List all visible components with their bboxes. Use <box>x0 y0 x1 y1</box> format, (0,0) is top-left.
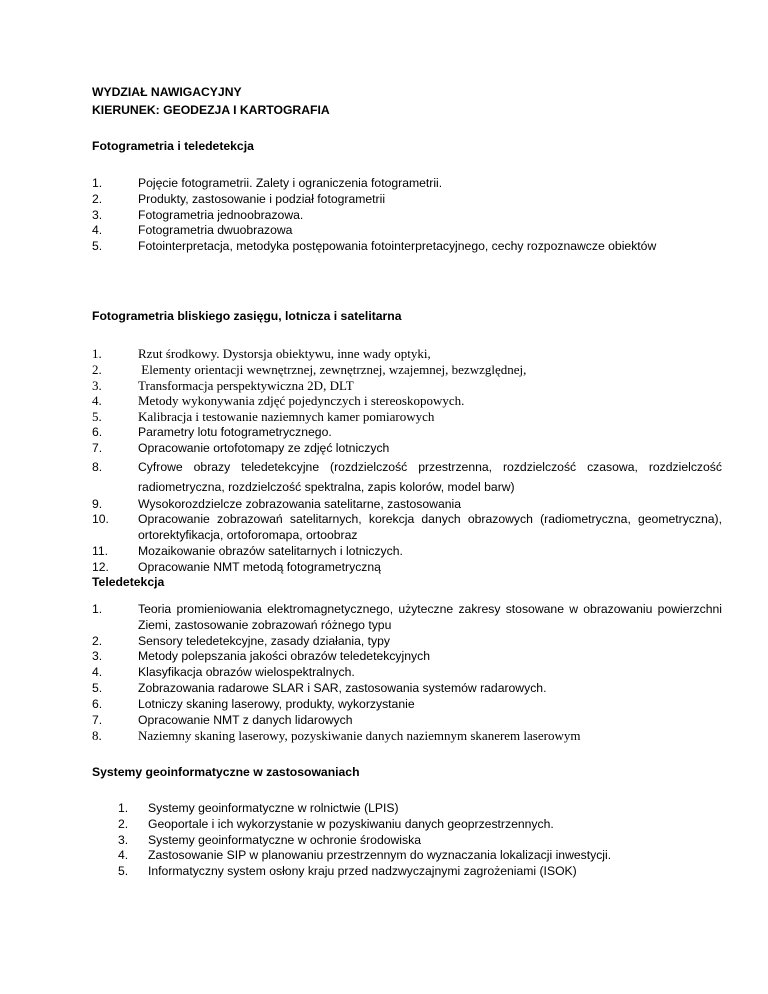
list-item <box>92 713 722 729</box>
section-title: Fotogrametria i teledetekcja <box>92 139 254 153</box>
section-list <box>92 346 722 576</box>
list-item <box>92 681 722 697</box>
item-text: Wysokorozdzielcze zobrazowania satelitarne, zastosowania <box>138 496 462 511</box>
section-title: Teledetekcja <box>92 575 165 589</box>
item-number: 2. <box>92 191 103 206</box>
list-item <box>92 512 722 544</box>
item-number: 6. <box>92 696 103 711</box>
list-item <box>92 425 722 441</box>
item-number: 4. <box>92 393 102 409</box>
item-number: 4. <box>92 665 103 680</box>
list-item <box>92 833 722 849</box>
item-number: 3. <box>92 649 103 664</box>
item-number: 11. <box>92 543 109 558</box>
item-text: Systemy geoinformatyczne w ochronie środowiska <box>148 832 421 847</box>
item-number: 2. <box>92 633 103 648</box>
item-text: Opracowanie ortofotomapy ze zdjęć lotniczych <box>138 440 390 455</box>
item-number: 5. <box>92 680 103 695</box>
item-number: 5. <box>92 239 103 254</box>
item-text: Sensory teledetekcyjne, zasady działania, typy <box>138 633 391 648</box>
item-number: 7. <box>92 712 103 727</box>
item-number: 8. <box>92 459 103 474</box>
item-number: 3. <box>92 377 102 393</box>
item-number: 7. <box>92 440 103 455</box>
item-text: Naziemny skaning laserowy, pozyskiwanie danych naziemnym skanerem laserowym <box>138 728 581 744</box>
item-text: Opracowanie NMT metodą fotogrametryczną <box>138 559 381 574</box>
item-text: Zastosowanie SIP w planowaniu przestrzennym do wyznaczania lokalizacji inwestycji. <box>148 848 612 863</box>
list-item <box>92 393 722 409</box>
list-item <box>92 602 722 634</box>
item-text: Mozaikowanie obrazów satelitarnych i lotniczych. <box>138 543 403 558</box>
list-item <box>92 848 722 864</box>
item-number: 5. <box>118 864 129 879</box>
item-number: 12. <box>92 559 109 574</box>
list-item <box>92 497 722 513</box>
item-number: 6. <box>92 424 103 439</box>
item-text: Metody wykonywania zdjęć pojedynczych i stereoskopowych. <box>138 393 465 409</box>
direction-heading: KIERUNEK: GEODEZJA I KARTOGRAFIA <box>92 103 330 117</box>
item-text: Fotogrametria dwuobrazowa <box>138 223 293 238</box>
list-item <box>92 457 722 497</box>
item-text: Lotniczy skaning laserowy, produkty, wykorzystanie <box>138 696 415 711</box>
list-item <box>92 801 722 817</box>
item-number: 4. <box>92 223 103 238</box>
item-number: 9. <box>92 496 103 511</box>
item-text: Informatyczny system osłony kraju przed nadzwyczajnymi zagrożeniami (ISOK) <box>148 864 577 879</box>
item-text: Transformacja perspektywiczna 2D, DLT <box>138 377 354 393</box>
item-text: Produkty, zastosowanie i podział fotogrametrii <box>138 191 386 206</box>
item-number: 1. <box>92 176 103 190</box>
list-item <box>92 239 722 255</box>
item-text: Systemy geoinformatyczne w rolnictwie (LPIS) <box>148 801 399 815</box>
list-item <box>92 208 722 224</box>
item-number: 3. <box>118 832 129 847</box>
item-number: 1. <box>118 801 129 815</box>
list-item <box>92 441 722 457</box>
item-text: Opracowanie NMT z danych lidarowych <box>138 712 353 727</box>
list-item <box>92 697 722 713</box>
item-text: Teoria promieniowania elektromagnetycznego, użyteczne zakresy stosowane w obrazowaniu powierzchni Ziemi, zastosowanie zobrazowań różnego typu <box>138 602 722 632</box>
section-list <box>92 801 722 880</box>
item-text: Fotogrametria jednoobrazowa. <box>138 207 304 222</box>
section-title: Fotogrametria bliskiego zasięgu, lotnicza i satelitarna <box>92 309 402 323</box>
item-number: 4. <box>118 848 129 863</box>
list-item <box>92 728 722 744</box>
item-number: 3. <box>92 207 103 222</box>
item-text: Zobrazowania radarowe SLAR i SAR, zastosowania systemów radarowych. <box>138 680 547 695</box>
list-item <box>92 223 722 239</box>
list-item <box>92 817 722 833</box>
item-text: Geoportale i ich wykorzystanie w pozyskiwaniu danych geoprzestrzennych. <box>148 816 554 831</box>
list-item <box>92 378 722 394</box>
list-item <box>92 634 722 650</box>
item-text: Klasyfikacja obrazów wielospektralnych. <box>138 665 355 680</box>
item-number: 2. <box>118 816 129 831</box>
item-text: Metody polepszania jakości obrazów teledetekcyjnych <box>138 649 430 664</box>
list-item <box>92 544 722 560</box>
list-item <box>92 560 722 576</box>
item-number: 8. <box>92 728 102 744</box>
item-text: Kalibracja i testowanie naziemnych kamer pomiarowych <box>138 409 435 425</box>
item-text: Pojęcie fotogrametrii. Zalety i ograniczenia fotogrametrii. <box>138 176 443 190</box>
item-number: 1. <box>92 346 102 361</box>
item-text: Elementy orientacji wewnętrznej, zewnętrznej, wzajemnej, bezwzględnej, <box>138 361 527 377</box>
item-number: 1. <box>92 602 103 616</box>
section-list <box>92 176 722 255</box>
list-item <box>92 176 722 192</box>
item-text: Cyfrowe obrazy teledetekcyjne (rozdzielczość przestrzenna, rozdzielczość czasowa, rozdzielczość radiometryczna, rozdzielczość spektralna, zapis kolorów, model barw) <box>138 459 722 494</box>
list-item <box>92 864 722 880</box>
item-number: 2. <box>92 361 102 377</box>
section-list <box>92 602 722 744</box>
list-item <box>92 649 722 665</box>
item-text: Fotointerpretacja, metodyka postępowania fotointerpretacyjnego, cechy rozpoznawcze obiektów <box>138 239 657 254</box>
item-text: Parametry lotu fotogrametrycznego. <box>138 424 332 439</box>
item-text: Rzut środkowy. Dystorsja obiektywu, inne wady optyki, <box>138 346 431 361</box>
item-number: 5. <box>92 409 102 425</box>
list-item <box>92 409 722 425</box>
section-title: Systemy geoinformatyczne w zastosowaniach <box>92 765 360 779</box>
item-text: Opracowanie zobrazowań satelitarnych, korekcja danych obrazowych (radiometryczna, geometryczna), ortorektyfikacja, ortoforomapa, ortoobraz <box>138 512 722 543</box>
list-item <box>92 665 722 681</box>
item-number: 10. <box>92 512 109 527</box>
list-item <box>92 362 722 378</box>
list-item <box>92 346 722 362</box>
faculty-heading: WYDZIAŁ NAWIGACYJNY <box>92 85 242 99</box>
list-item <box>92 192 722 208</box>
